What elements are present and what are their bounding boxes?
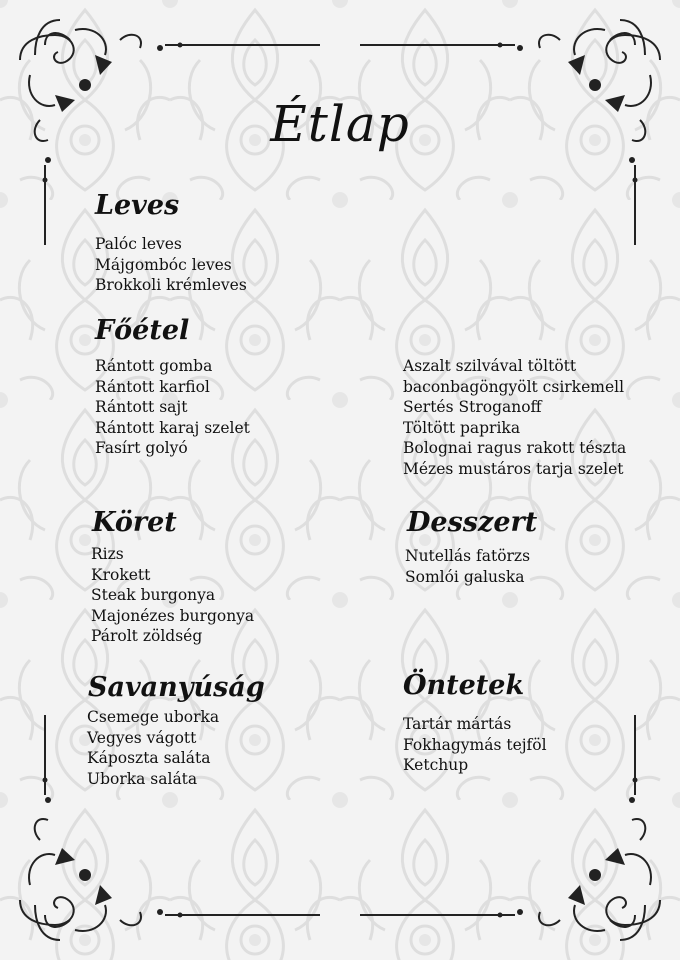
list-item: Vegyes vágott	[87, 728, 197, 747]
foetel-list-right	[403, 356, 626, 479]
section-title-desszert: Desszert	[407, 507, 538, 538]
list-item: Rántott gomba	[95, 357, 213, 375]
list-item: Fasírt golyó	[95, 439, 188, 457]
list-item: Fokhagymás tejföl	[403, 735, 547, 754]
list-item: Steak burgonya	[91, 586, 216, 604]
desszert-list	[405, 546, 530, 587]
list-item: Palóc leves	[95, 235, 182, 253]
list-item: Májgombóc leves	[95, 255, 232, 274]
list-item: Sertés Stroganoff	[403, 398, 542, 416]
list-item: Rizs	[91, 545, 124, 563]
list-item: Töltött paprika	[403, 418, 521, 437]
list-item: Aszalt szilvával töltött	[403, 357, 577, 375]
section-title-foetel: Főétel	[95, 315, 190, 346]
list-item: Majonézes burgonya	[91, 606, 255, 625]
list-item: Somlói galuska	[405, 567, 525, 586]
list-item: Krokett	[91, 565, 151, 584]
list-item: Uborka saláta	[87, 769, 198, 788]
menu-title: Étlap	[270, 95, 410, 153]
list-item: Káposzta saláta	[87, 749, 211, 767]
section-title-savanyusag: Savanyúság	[88, 672, 265, 703]
section-title-leves: Leves	[95, 190, 180, 221]
section-title-ontetek: Öntetek	[403, 670, 525, 701]
leves-list	[95, 234, 247, 296]
list-item: baconbagöngyölt csirkemell	[403, 377, 625, 396]
list-item: Ketchup	[403, 756, 469, 774]
section-title-koret: Köret	[92, 507, 177, 538]
ontetek-list	[403, 714, 547, 776]
list-item: Nutellás fatörzs	[405, 547, 531, 565]
list-item: Tartár mártás	[403, 715, 512, 733]
list-item: Bolognai ragus rakott tészta	[403, 439, 627, 457]
list-item: Csemege uborka	[87, 708, 220, 726]
list-item: Rántott sajt	[95, 398, 188, 416]
list-item: Párolt zöldség	[91, 627, 203, 645]
koret-list	[91, 544, 254, 647]
savanyusag-list	[87, 707, 219, 789]
list-item: Rántott karfiol	[95, 377, 210, 396]
list-item: Brokkoli krémleves	[95, 276, 247, 294]
list-item: Rántott karaj szelet	[95, 418, 250, 437]
list-item: Mézes mustáros tarja szelet	[403, 459, 624, 478]
foetel-list-left	[95, 356, 250, 459]
